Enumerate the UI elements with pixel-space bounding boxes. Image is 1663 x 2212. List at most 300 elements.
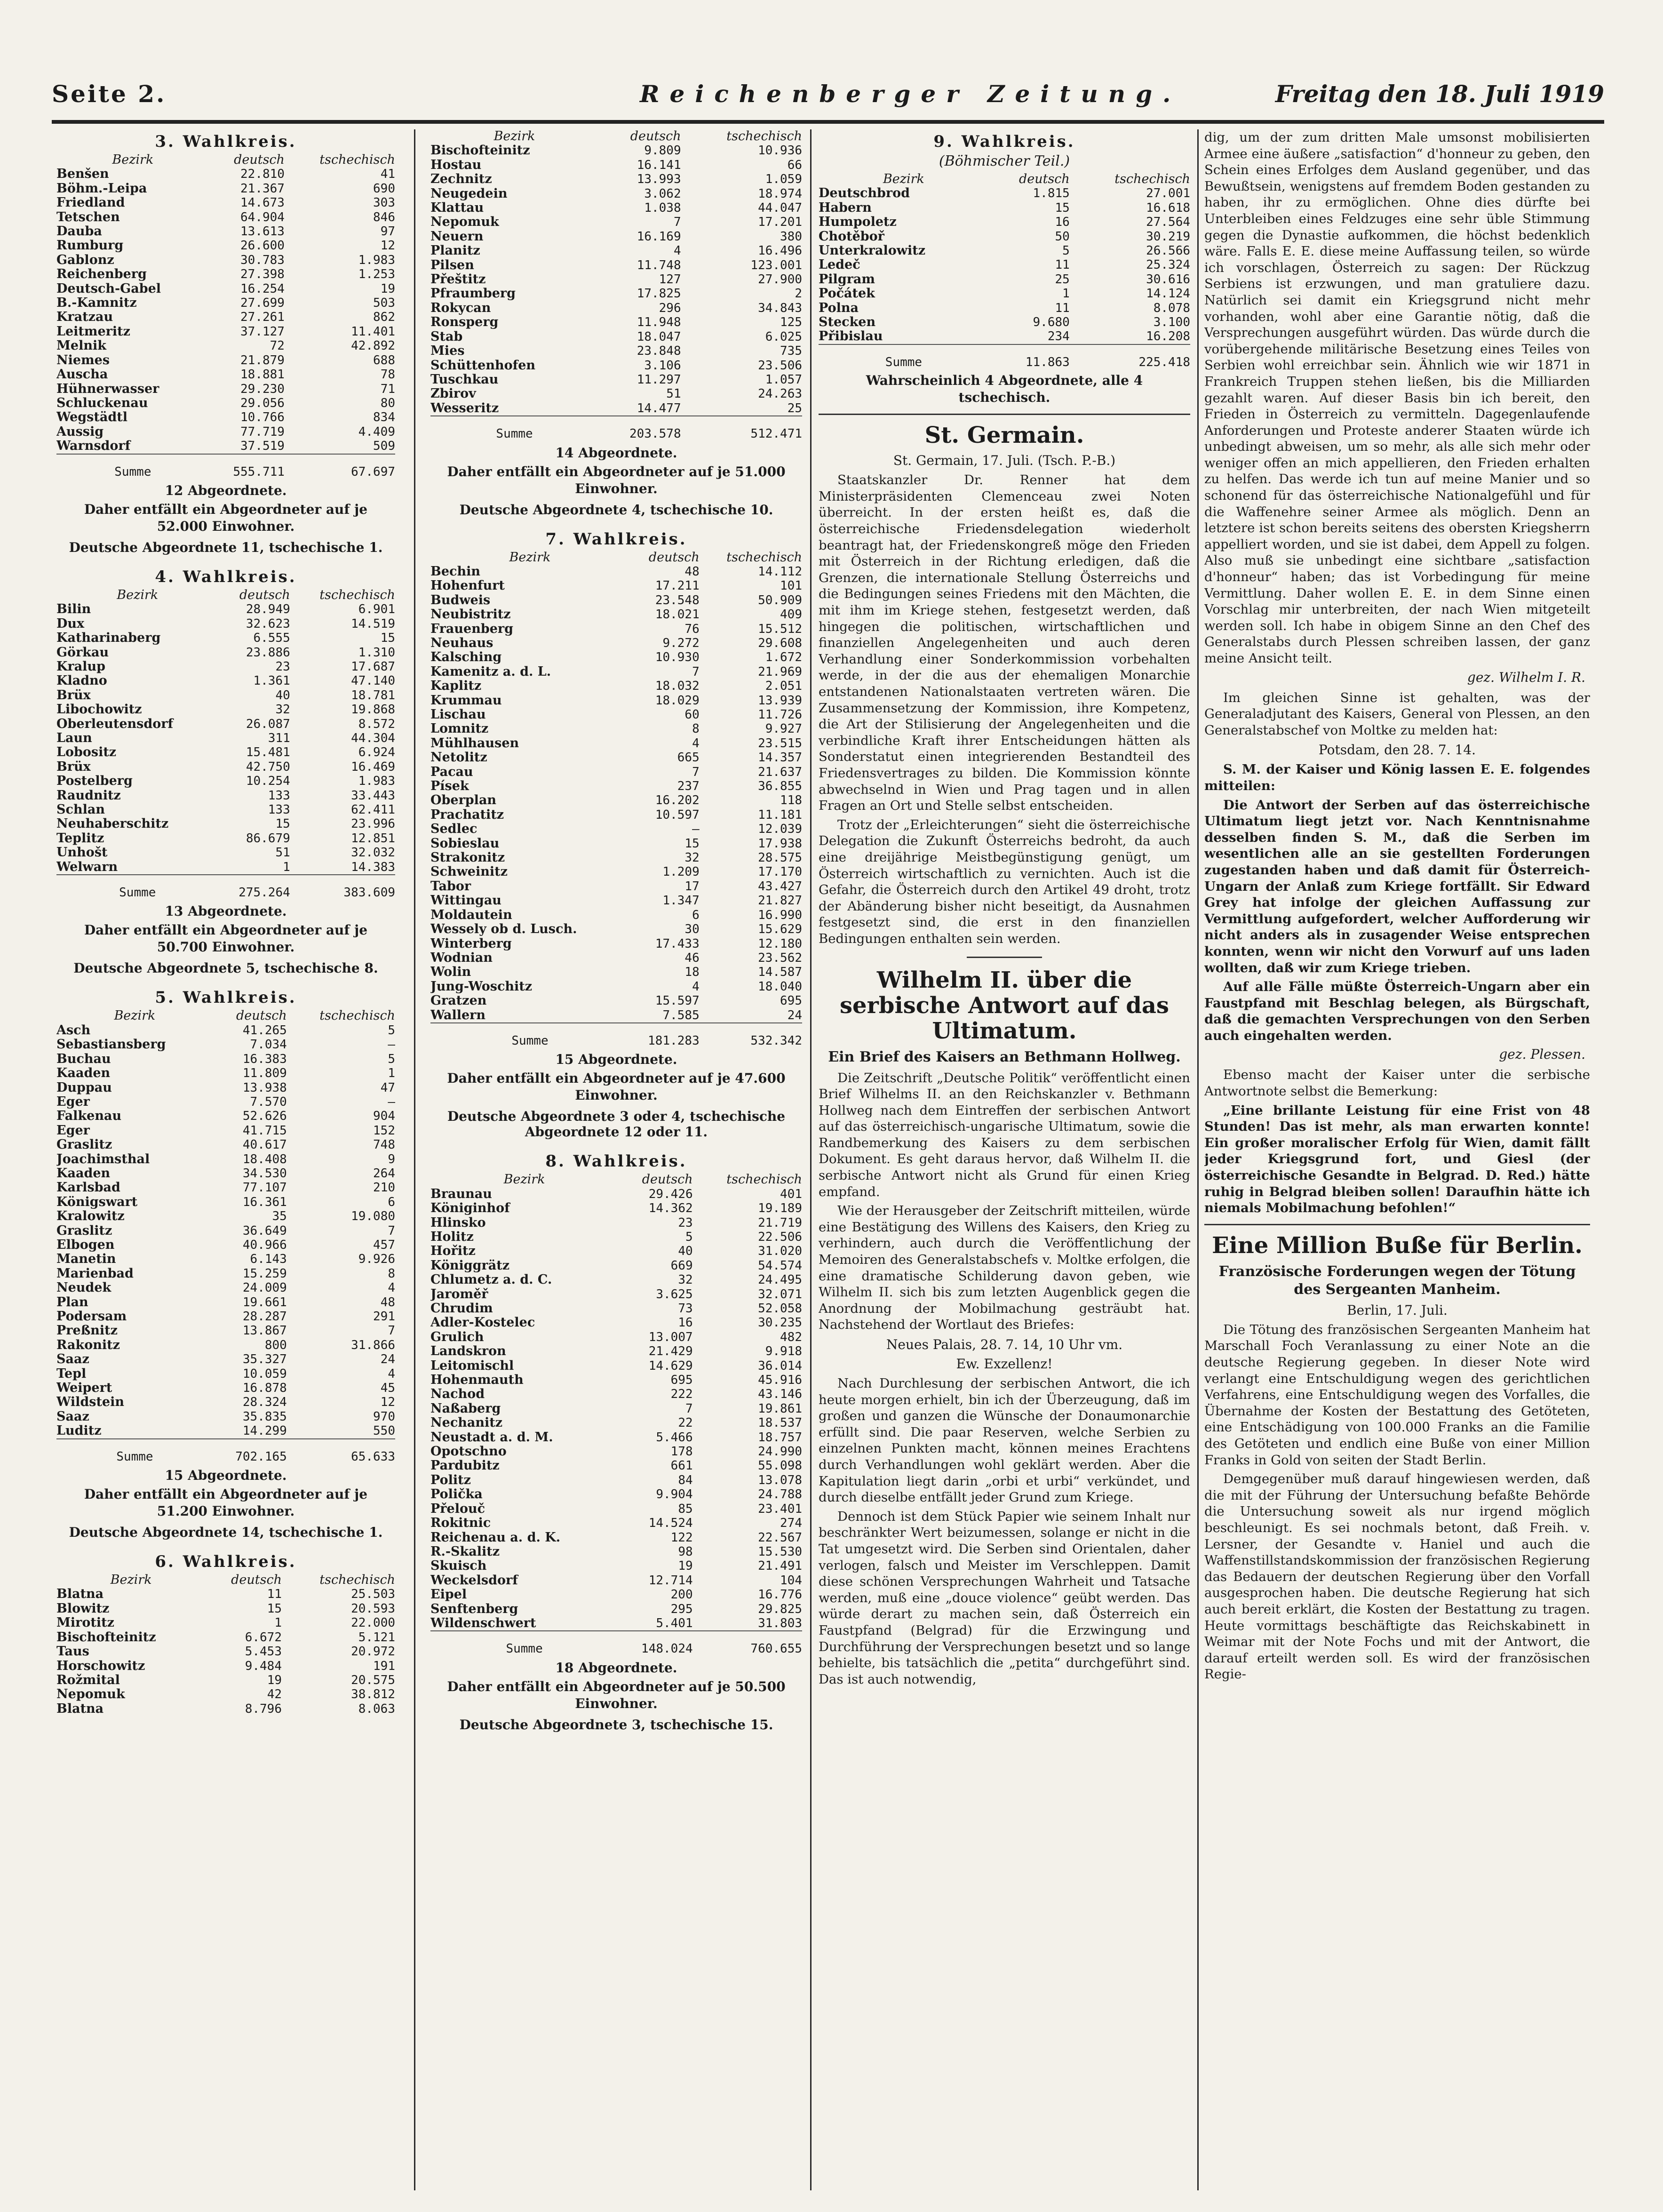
vote-count: 27.564: [1146, 215, 1190, 230]
vote-count: 16.776: [758, 1588, 802, 1602]
vote-count: 16.361: [242, 1195, 287, 1209]
table-row: [56, 1295, 395, 1310]
vote-count: 51: [666, 387, 681, 401]
bezirk-name: Postelberg: [56, 774, 133, 789]
vote-count: 24.788: [758, 1487, 802, 1502]
bezirk-name: Wegstädtl: [56, 410, 127, 425]
bezirk-name: Podersam: [56, 1309, 127, 1324]
column-header: tschechisch: [319, 1008, 395, 1023]
table-row: [430, 1244, 802, 1258]
table-row: [56, 602, 395, 616]
section-dash: [967, 957, 1042, 958]
masthead: [52, 75, 1604, 113]
table-header-row: [56, 1573, 395, 1587]
vote-count: 748: [373, 1138, 395, 1152]
quote-paragraph: „Eine brillante Leistung für eine Frist von 48 Stunden! Das ist mehr, als man erwarten konnte! Ein großer moralischer Erfolg für Wien, damit fällt jeder Kriegsgrund fort, und Giesl (der österreichische Gesandte in Belgrad. D. Red.) hätte ruhig in Belgrad bleiben sollen! Daraufhin hätte ich niemals Mobilmachung befohlen!“: [1204, 1102, 1590, 1216]
vote-count: 3.106: [644, 358, 681, 373]
table-row: [430, 694, 802, 708]
vote-count: 9.272: [662, 636, 700, 650]
table-row: [430, 1531, 802, 1545]
vote-count: 8: [692, 722, 700, 736]
bezirk-name: Přelouč: [430, 1501, 485, 1516]
vote-count: 22.506: [758, 1230, 802, 1244]
vote-count: 23.886: [246, 645, 290, 660]
abgeordnete-count: 15 Abgeordnete.: [555, 1052, 677, 1068]
column-divider: [810, 129, 812, 2190]
wahlkreis-title: 3. Wahlkreis.: [155, 132, 297, 151]
vote-count: 125: [780, 315, 802, 330]
vote-count: 30.783: [240, 253, 285, 267]
vote-count: 29.608: [758, 636, 802, 650]
vote-count: 31.866: [351, 1338, 395, 1352]
table-row: [56, 1352, 395, 1366]
table-row: [430, 1387, 802, 1401]
vote-count: 9.680: [1033, 315, 1070, 330]
vote-table: [819, 172, 1190, 369]
table-row: [56, 660, 395, 674]
bezirk-name: Leitomischl: [430, 1358, 514, 1373]
vote-count: 66: [787, 158, 802, 172]
bezirk-name: Karlsbad: [56, 1180, 120, 1195]
vote-count: 33.443: [351, 788, 395, 803]
table-row: [56, 210, 395, 224]
vote-count: 1.310: [358, 645, 395, 660]
column-header: deutsch: [648, 550, 700, 565]
bezirk-name: Sedlec: [430, 822, 477, 837]
article-dateline: Berlin, 17. Juli.: [1347, 1302, 1448, 1318]
bezirk-name: Hohenfurt: [430, 578, 505, 593]
vote-count: 14.124: [1146, 287, 1190, 301]
bezirk-name: Neudek: [56, 1280, 111, 1295]
table-row: [430, 1473, 802, 1487]
vote-count: 7.570: [250, 1094, 287, 1109]
bezirk-name: Grulich: [430, 1329, 484, 1344]
vote-count: 7.034: [250, 1038, 287, 1052]
vote-count: 16: [678, 1316, 693, 1330]
bezirk-name: Hlinsko: [430, 1215, 486, 1230]
vote-count: 12.851: [351, 831, 395, 846]
table-row: [56, 1687, 395, 1701]
vote-count: 10.059: [242, 1366, 287, 1381]
vote-count: 12.714: [648, 1573, 693, 1588]
vote-count: 14.587: [758, 965, 802, 980]
vote-count: 11.809: [242, 1066, 287, 1081]
vote-count: 18.021: [655, 607, 700, 622]
table-row: [430, 1516, 802, 1530]
bezirk-name: Mühlhausen: [430, 735, 519, 751]
table-row: [56, 296, 395, 310]
vote-count: 15.481: [246, 745, 290, 760]
vote-count: 509: [373, 439, 395, 454]
table-row: [430, 607, 802, 622]
einwohner-note: Daher entfällt ein Abgeordneter auf je 51.200 Einwohner.: [84, 1486, 368, 1519]
column-header: Bezirk: [503, 1172, 545, 1187]
table-row: [56, 267, 395, 281]
bezirk-name: Eger: [56, 1123, 90, 1138]
bezirk-name: Kamenitz a. d. L.: [430, 664, 551, 679]
bezirk-name: Ronsperg: [430, 315, 499, 330]
table-row: [430, 1344, 802, 1358]
vote-count: 38.812: [351, 1687, 395, 1702]
abgeordnete-count: 14 Abgeordnete.: [555, 445, 677, 461]
table-row: [430, 736, 802, 751]
table-row: [56, 1052, 395, 1066]
table-row: [56, 646, 395, 660]
vote-count: 7.585: [662, 1008, 700, 1022]
letter-salutation: Ew. Exzellenz!: [956, 1356, 1053, 1372]
table-row: [56, 860, 395, 875]
vote-count: 24.495: [758, 1273, 802, 1287]
vote-count: 22: [678, 1416, 693, 1430]
vote-count: —: [692, 822, 700, 837]
bezirk-name: Stecken: [819, 315, 876, 330]
vote-count: 2: [795, 287, 802, 301]
column-header: tschechisch: [1114, 172, 1190, 186]
column-2: [430, 129, 802, 2190]
bezirk-name: Neugedein: [430, 186, 508, 201]
vote-count: 21.367: [240, 181, 285, 196]
vote-count: 7: [388, 1223, 395, 1238]
sum-row: [430, 1631, 802, 1656]
vote-count: 32.623: [246, 616, 290, 631]
vote-count: 30.235: [758, 1316, 802, 1330]
bezirk-name: Rumburg: [56, 238, 124, 253]
vote-count: 32.032: [351, 846, 395, 860]
table-row: [819, 258, 1190, 272]
vote-count: 1.361: [253, 674, 290, 688]
vote-count: 18.537: [758, 1416, 802, 1430]
vote-count: 5.401: [656, 1616, 693, 1630]
bezirk-name: Pardubitz: [430, 1458, 500, 1473]
bezirk-name: Luditz: [56, 1423, 102, 1438]
bezirk-name: Dux: [56, 616, 85, 631]
article-paragraph: Wie der Herausgeber der Zeitschrift mitteilen, würde eine Bestätigung des Willens des Kaisers, den Krieg zu verhindern, auch durch die Veröffentlichung der Memoiren des Generalstabschefs v. Moltke erfolgen, die eine dramatische Schilderung davon geben, wie Wilhelm II. sich bis zum letzten Augenblick gegen die Anordnung der Mobilmachung gesträubt hat. Nachstehend der Wortlaut des Briefes:: [819, 1203, 1190, 1333]
bezirk-name: Tepl: [56, 1366, 87, 1381]
bezirk-name: Warnsdorf: [56, 439, 131, 454]
vote-count: 25: [787, 401, 802, 415]
vote-count: 18.408: [242, 1152, 287, 1166]
article-paragraph: Demgegenüber muß darauf hingewiesen werden, daß die mit der Führung der Untersuchung befaßte Behörde die Untersuchung soweit als nur irgend möglich beschleunigt. Es sei nochmals betont, daß Freih. v. Lersner, der Gesandte v. Haniel und auch die Waffenstillstandskommission der französischen Regierung das Bedauern der deutschen Regierung über den Vorfall ausgesprochen haben. Die deutsche Regierung hat sich auch bereit erklärt, die Kosten der Bestattung zu tragen. Heute vormittags beschäftigte das Reichskabinett in Weimar mit der Note Fochs und mit der Antwort, die darauf erteilt werden soll. Es wird der französischen Regie-: [1204, 1471, 1590, 1682]
column-3: [819, 129, 1190, 2190]
bezirk-name: Blatna: [56, 1701, 104, 1716]
bezirk-name: Frauenberg: [430, 621, 514, 636]
bezirk-name: Wessely ob d. Lusch.: [430, 922, 577, 937]
bezirk-name: Gratzen: [430, 993, 487, 1008]
table-row: [819, 329, 1190, 344]
vote-count: 503: [373, 296, 395, 311]
spacer: [56, 1716, 395, 1726]
vote-count: 23.996: [351, 817, 395, 831]
bezirk-name: Benšen: [56, 167, 109, 182]
vote-count: 904: [373, 1109, 395, 1124]
table-row: [56, 1267, 395, 1281]
vote-count: 17: [684, 879, 700, 894]
bezirk-name: Weckelsdorf: [430, 1573, 518, 1588]
vote-count: 6: [388, 1195, 395, 1209]
bezirk-name: Blowitz: [56, 1601, 110, 1616]
bezirk-name: Krummau: [430, 693, 502, 708]
table-row: [819, 215, 1190, 229]
column-header: tschechisch: [319, 1573, 395, 1588]
bezirk-name: Planitz: [430, 243, 480, 258]
bezirk-name: Wodnian: [430, 950, 493, 965]
vote-count: 34.530: [242, 1166, 287, 1181]
vote-count: 16.618: [1146, 200, 1190, 215]
vote-count: 101: [780, 579, 802, 593]
column-header: deutsch: [231, 1573, 282, 1588]
vote-count: 3.100: [1153, 315, 1190, 330]
table-row: [430, 1502, 802, 1516]
vote-count: 4: [692, 979, 700, 994]
issue-date: Freitag den 18. Juli 1919: [1275, 80, 1604, 108]
bezirk-name: Holitz: [430, 1229, 474, 1244]
vote-count: 1: [388, 1066, 395, 1081]
column-header: Bezirk: [509, 550, 551, 565]
bezirk-name: Wesseritz: [430, 400, 499, 415]
vote-count: 18.047: [637, 329, 681, 344]
kreis-block: [56, 1552, 395, 1726]
vote-count: 7: [388, 1324, 395, 1338]
vote-count: 28.287: [242, 1310, 287, 1324]
table-row: [56, 196, 395, 210]
vote-count: 22.567: [758, 1530, 802, 1545]
bezirk-name: Kralowitz: [56, 1209, 125, 1224]
vote-count: 32.071: [758, 1287, 802, 1302]
bezirk-name: Přeštitz: [430, 272, 486, 287]
sum-row: [430, 416, 802, 441]
table-row: [56, 310, 395, 324]
sum-row: [56, 454, 395, 479]
bezirk-name: Bilin: [56, 602, 91, 617]
vote-count: 24.263: [758, 387, 802, 401]
vote-count: 40: [275, 688, 290, 703]
table-row: [56, 1224, 395, 1238]
abgeordnete-split: Deutsche Abgeordnete 4, tschechische 10.: [459, 502, 773, 518]
vote-count: 19.189: [758, 1201, 802, 1216]
vote-count: 15.597: [655, 994, 700, 1008]
einwohner-note: Wahrscheinlich 4 Abgeordnete, alle 4 tschechisch.: [866, 373, 1143, 406]
bezirk-name: Aussig: [56, 424, 104, 439]
signature-plessen: gez. Plessen.: [1499, 1046, 1585, 1062]
vote-count: 127: [659, 272, 681, 287]
vote-count: 7: [692, 765, 700, 779]
vote-count: 29.056: [240, 396, 285, 410]
vote-count: 97: [380, 224, 395, 239]
article-subtitle: Französische Forderungen wegen der Tötung des Sergeanten Manheim.: [1218, 1263, 1576, 1298]
sum-value: 512.471: [681, 416, 802, 441]
table-row: [430, 922, 802, 936]
vote-count: 21.429: [648, 1344, 693, 1359]
table-row: [56, 253, 395, 267]
vote-count: 4: [388, 1366, 395, 1381]
bezirk-name: Winterberg: [430, 936, 512, 951]
vote-count: 85: [678, 1501, 693, 1516]
bezirk-name: Moldautein: [430, 907, 512, 922]
table-row: [56, 817, 395, 831]
vote-count: 27.261: [240, 310, 285, 325]
bezirk-name: Přibislau: [819, 329, 883, 344]
bezirk-name: Melnik: [56, 338, 106, 353]
bezirk-name: Wittingau: [430, 893, 501, 908]
vote-count: 18.032: [655, 679, 700, 694]
bezirk-name: Humpoletz: [819, 215, 897, 230]
article-paragraph: Staatskanzler Dr. Renner hat dem Ministerpräsidenten Clemenceau zwei Noten überreicht. In der ersten heißt es, daß die österreichische Friedensdelegation wiederholt beantragt hat, der Friedenskongreß möge den Frieden mit Österreich in der Richtung erledigen, daß die Grenzen, die internationale Stellung Österreichs und die Bedingungen seines Friedens mit den Mächten, die mit ihm im Kriege stehen, festgesetzt werden, daß hingegen die politischen, wirtschaftlichen und finanziellen Angelegenheiten und auch deren Verhandlung einer Sonderkommission vorbehalten werde, in der die aus der ehemaligen Monarchie entstandenen Nationalstaaten vertreten wären. Die Zusammensetzung der Kommission, ihre Kompetenz, die Art der Stilisierung der Angelegenheiten und die verbindliche Kraft ihrer Entscheidungen hätten als Sonderstatut einen integrierenden Bestandteil des Friedensvertrages zu bilden. Die Kommission könnte abwechselnd in Wien und Prag tagen und in allen Fragen an Ort und Stelle selbst entscheiden.: [819, 472, 1190, 814]
vote-count: 47.140: [351, 674, 395, 688]
vote-count: 40: [678, 1244, 693, 1259]
table-row: [430, 1008, 802, 1023]
bezirk-name: Teplitz: [56, 830, 104, 846]
vote-count: 6.672: [245, 1630, 282, 1645]
table-header-row: [430, 129, 802, 144]
vote-count: 19.661: [242, 1295, 287, 1310]
vote-count: 37.519: [240, 439, 285, 454]
table-row: [56, 831, 395, 846]
sum-value: 203.578: [598, 416, 681, 441]
bezirk-name: Tabor: [430, 878, 471, 894]
table-row: [56, 803, 395, 817]
wahlkreis-title: 4. Wahlkreis.: [155, 567, 297, 586]
bezirk-name: Welwarn: [56, 859, 118, 874]
table-row: [430, 708, 802, 722]
bezirk-name: Skuisch: [430, 1558, 487, 1573]
column-header: tschechisch: [319, 152, 395, 167]
wahlkreis-title: 7. Wahlkreis.: [545, 529, 687, 549]
column-header: tschechisch: [726, 1172, 802, 1187]
vote-count: 17.211: [655, 579, 700, 593]
vote-count: 15.629: [758, 922, 802, 937]
table-row: [56, 688, 395, 703]
table-row: [56, 1659, 395, 1673]
kreis-block: [430, 530, 802, 1140]
vote-count: 210: [373, 1181, 395, 1195]
sum-label: Summe: [819, 344, 989, 369]
quote-dateline: Potsdam, den 28. 7. 14.: [1318, 742, 1476, 758]
vote-count: 62.411: [351, 803, 395, 817]
abgeordnete-split: Deutsche Abgeordnete 11, tschechische 1.: [69, 539, 383, 555]
table-row: [56, 1195, 395, 1209]
table-row: [430, 1602, 802, 1616]
table-row: [430, 908, 802, 922]
bezirk-name: Opotschno: [430, 1444, 507, 1459]
vote-count: 5: [685, 1230, 693, 1244]
table-row: [430, 330, 802, 344]
vote-count: 12: [380, 1395, 395, 1410]
vote-count: 550: [373, 1424, 395, 1438]
vote-count: 14.362: [648, 1201, 693, 1216]
table-row: [56, 1395, 395, 1409]
table-row: [430, 1216, 802, 1230]
vote-count: 18.757: [758, 1430, 802, 1445]
table-row: [430, 1545, 802, 1559]
bezirk-name: Ledeč: [819, 257, 860, 272]
table-row: [56, 396, 395, 410]
vote-count: 25: [1055, 272, 1070, 287]
table-row: [56, 1166, 395, 1181]
table-row: [56, 1630, 395, 1645]
bezirk-name: Falkenau: [56, 1109, 122, 1124]
table-row: [56, 182, 395, 196]
sum-row: [819, 344, 1190, 369]
vote-count: 36.014: [758, 1358, 802, 1373]
bezirk-name: Nepomuk: [430, 215, 499, 230]
vote-count: 688: [373, 353, 395, 367]
vote-table: [430, 551, 802, 1048]
vote-table: [430, 1173, 802, 1656]
bezirk-name: Königgrätz: [430, 1258, 510, 1273]
bezirk-name: Landskron: [430, 1344, 506, 1359]
vote-count: 17.938: [758, 836, 802, 851]
vote-count: 17.687: [351, 659, 395, 674]
vote-count: 11: [1055, 301, 1070, 315]
vote-count: 18.881: [240, 367, 285, 382]
vote-count: 2.051: [765, 679, 802, 694]
vote-count: 10.254: [246, 774, 290, 789]
table-row: [56, 425, 395, 439]
table-row: [430, 765, 802, 779]
table-row: [56, 1602, 395, 1616]
vote-count: 690: [373, 181, 395, 196]
vote-count: 9.926: [358, 1252, 395, 1267]
bezirk-name: Schweinitz: [430, 864, 508, 879]
table-row: [430, 1559, 802, 1573]
vote-count: 12.039: [758, 822, 802, 837]
table-row: [430, 593, 802, 607]
bezirk-name: Eipel: [430, 1587, 467, 1602]
vote-count: 18.029: [655, 693, 700, 708]
vote-count: 104: [780, 1573, 802, 1588]
table-row: [430, 808, 802, 822]
vote-count: 28.575: [758, 851, 802, 865]
vote-count: 50: [1055, 229, 1070, 244]
section-rule: [819, 414, 1190, 415]
bezirk-name: Počátek: [819, 286, 875, 301]
bezirk-name: Rokycan: [430, 300, 491, 315]
table-row: [430, 622, 802, 636]
quote-paragraph: Die Antwort der Serben auf das österreichische Ultimatum liegt jetzt vor. Nach Kenntnisnahme desselben finden S. M., daß die Serben im wesentlichen alle an sie gestellten Forderungen zugestanden haben und daß damit für Österreich-Ungarn der Anlaß zum Kriege fortfällt. Sir Edward Grey hat infolge der gleichen Auffassung zur Vermittlung aufgefordert, welcher Aufforderung wir nicht anders als in zusagender Weise entsprechen konnten, wenn wir nicht den Vorwurf auf uns laden wollten, daß wir zum Kriege trieben.: [1204, 797, 1590, 975]
sum-value: 555.711: [209, 454, 285, 479]
bezirk-name: Naßaberg: [430, 1401, 501, 1416]
vote-count: 17.433: [655, 936, 700, 951]
bezirk-name: Pfraumberg: [430, 286, 516, 301]
quote-paragraph: Auf alle Fälle müßte Österreich-Ungarn aber ein Faustpfand mit Beschlag belegen, als Bürgschaft, daß die gemachten Versprechungen von den Serben auch eingehalten werden.: [1204, 979, 1590, 1043]
vote-count: 47: [380, 1080, 395, 1095]
table-row: [56, 1124, 395, 1138]
abgeordnete-count: 15 Abgeordnete.: [165, 1468, 287, 1484]
vote-count: 21.719: [758, 1215, 802, 1230]
vote-count: 23.515: [758, 736, 802, 751]
bezirk-name: Friedland: [56, 195, 125, 210]
vote-count: 16.469: [351, 759, 395, 774]
bezirk-name: Reichenberg: [56, 267, 147, 282]
vote-count: 11: [267, 1587, 282, 1602]
bezirk-name: Zechnitz: [430, 172, 492, 187]
vote-count: 152: [373, 1123, 395, 1138]
vote-count: 30.219: [1146, 229, 1190, 244]
vote-count: 15: [684, 836, 700, 851]
vote-count: 44.047: [758, 201, 802, 216]
wahlkreis-title: 8. Wahlkreis.: [545, 1152, 687, 1171]
vote-count: 45: [380, 1381, 395, 1396]
table-row: [430, 965, 802, 979]
vote-count: 291: [373, 1310, 395, 1324]
vote-count: 8.063: [358, 1701, 395, 1716]
bezirk-name: Kralup: [56, 659, 105, 674]
vote-count: 15.259: [242, 1266, 287, 1281]
vote-count: 19: [678, 1559, 693, 1573]
vote-count: 482: [780, 1330, 802, 1344]
vote-count: 80: [380, 396, 395, 410]
bezirk-name: Oberplan: [430, 793, 497, 808]
